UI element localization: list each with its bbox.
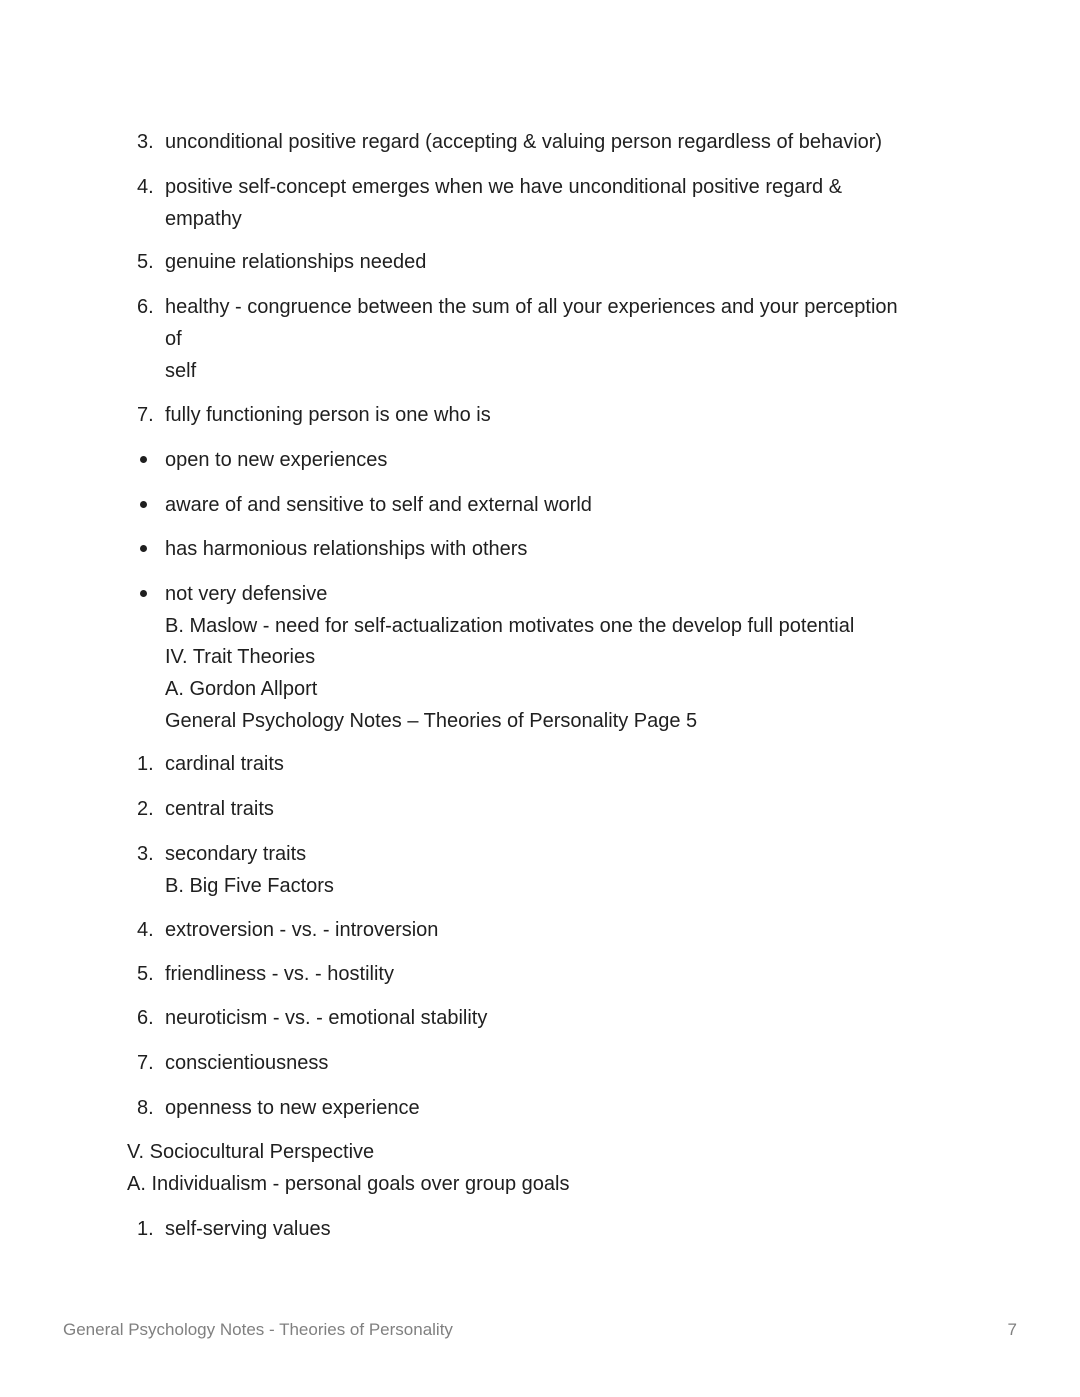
list-item-text: genuine relationships needed <box>165 251 427 273</box>
list-item-text-continued: of <box>165 328 182 350</box>
list-marker: 3. <box>137 131 154 153</box>
list-item-text: positive self-concept emerges when we have unconditional positive regard & <box>165 176 843 198</box>
list-marker: 4. <box>137 176 154 198</box>
bullet-item-text: open to new experiences <box>165 449 388 471</box>
list-item-text: neuroticism - vs. - emotional stability <box>165 1007 488 1029</box>
list-marker: 7. <box>137 1052 154 1074</box>
list-marker: 6. <box>137 296 154 318</box>
list-marker: 5. <box>137 963 154 985</box>
list-item-text: healthy - congruence between the sum of all your experiences and your perception <box>165 296 898 318</box>
list-item-text: extroversion - vs. - introversion <box>165 919 439 941</box>
list-marker: 8. <box>137 1097 154 1119</box>
list-marker: 1. <box>137 1218 154 1240</box>
bullet-item-text-continued: A. Gordon Allport <box>165 678 318 700</box>
bullet-item-text-continued: General Psychology Notes – Theories of Personality Page 5 <box>165 710 698 732</box>
list-item-text-continued: empathy <box>165 208 242 230</box>
bullet-dot <box>140 590 147 597</box>
section-heading: V. Sociocultural Perspective <box>127 1141 375 1163</box>
list-item-text: self-serving values <box>165 1218 331 1240</box>
list-marker: 1. <box>137 753 154 775</box>
footer-title: General Psychology Notes - Theories of Personality <box>63 1320 453 1339</box>
bullet-dot <box>140 545 147 552</box>
list-item-text: unconditional positive regard (accepting & valuing person regardless of behavior) <box>165 131 883 153</box>
list-item-text: secondary traits <box>165 843 307 865</box>
list-marker: 6. <box>137 1007 154 1029</box>
bullet-item-text-continued: IV. Trait Theories <box>165 646 316 668</box>
list-marker: 7. <box>137 404 154 426</box>
list-item-text: friendliness - vs. - hostility <box>165 963 394 985</box>
bullet-dot <box>140 456 147 463</box>
list-item-text: openness to new experience <box>165 1097 420 1119</box>
bullet-item-text: not very defensive <box>165 583 328 605</box>
list-item-text: fully functioning person is one who is <box>165 404 491 426</box>
list-marker: 2. <box>137 798 154 820</box>
list-item-text-continued: self <box>165 360 197 382</box>
bullet-item-text: has harmonious relationships with others <box>165 538 528 560</box>
bullet-item-text: aware of and sensitive to self and external world <box>165 494 592 516</box>
list-marker: 3. <box>137 843 154 865</box>
list-item-text: cardinal traits <box>165 753 284 775</box>
list-marker: 4. <box>137 919 154 941</box>
list-marker: 5. <box>137 251 154 273</box>
list-item-text: central traits <box>165 798 274 820</box>
bullet-dot <box>140 501 147 508</box>
bullet-item-text-continued: B. Maslow - need for self-actualization motivates one the develop full potential <box>165 615 855 637</box>
list-item-text-continued: B. Big Five Factors <box>165 875 334 897</box>
page-number: 7 <box>1007 1320 1017 1339</box>
list-item-text: conscientiousness <box>165 1052 329 1074</box>
section-subheading: A. Individualism - personal goals over group goals <box>127 1173 570 1195</box>
